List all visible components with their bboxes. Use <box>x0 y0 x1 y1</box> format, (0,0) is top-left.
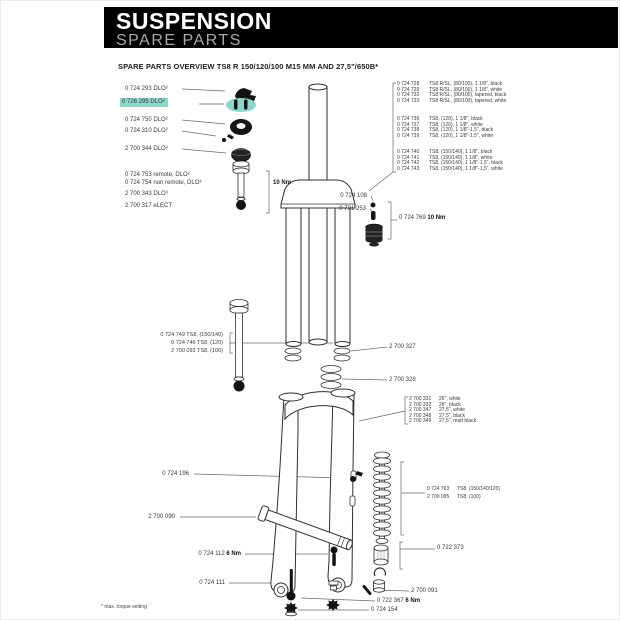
part-row <box>427 487 500 492</box>
small-screws <box>222 134 234 142</box>
part-label-0724112 <box>198 551 241 558</box>
part-number: 0 724 112 <box>198 551 225 557</box>
part-label-0722373: 0 722 373 <box>437 545 464 551</box>
part-row <box>397 167 503 172</box>
part-label-0724196: 0 724 196 <box>162 471 189 477</box>
part-number: 0 724 740 <box>397 149 420 155</box>
part-number: 2 700 347 <box>409 407 432 413</box>
page-title: SPARE PARTS OVERVIEW TS8 R 150/120/100 M15 MM AND 27,5"/650B* <box>118 62 379 71</box>
part-desc: TS8, (100) <box>457 494 481 500</box>
part-desc: TS8, (120), 1 1/8", white <box>429 121 483 128</box>
torque-label-10nm: 10 Nm <box>273 180 292 186</box>
part-desc: TS8 R/SL, (80/100), 1 1/8", black <box>429 81 503 87</box>
part-desc: 26", black <box>439 401 461 408</box>
part-desc: 26", white <box>439 396 461 402</box>
left-stanchion <box>285 208 301 361</box>
torque-label-6nm: 6 Nm <box>226 551 241 557</box>
part-number: 0 724 742 <box>397 160 420 166</box>
part-label-0726295-highlighted[interactable]: 0 726 295 DLO² <box>120 98 168 107</box>
part-label-2700091: 2 700 091 <box>411 588 438 594</box>
part-number: 0 724 737 <box>397 121 420 128</box>
part-desc: TS8 R/SL, (80/100), tapered, black <box>429 92 507 98</box>
preload-adjuster <box>374 545 389 592</box>
part-number: 2 700 349 <box>409 418 432 424</box>
part-number: 0 724 739 <box>397 132 420 139</box>
part-desc: TS8 R/SL, (80/100), tapered, white <box>429 97 507 104</box>
part-number: 0 724 763 <box>427 486 450 492</box>
part-label-0724111: 0 724 111 <box>199 580 225 586</box>
part-number: 2 700 332 <box>409 401 432 408</box>
part-label-0724108: 0 724 108 <box>340 193 367 199</box>
part-number: 0 724 728 <box>397 81 420 87</box>
torque-label-6nm: 6 Nm <box>405 598 421 604</box>
part-label-2700090: 2 700 090 <box>148 514 175 520</box>
part-number: 0 722 367 <box>377 598 404 604</box>
part-label-0722367 <box>377 598 420 605</box>
fork-exploded-diagram <box>1 1 620 620</box>
part-desc: TS8, (150/140), 1 1/8", black <box>429 149 493 155</box>
part-row <box>397 134 493 139</box>
part-desc: TS8 R/SL, (80/100), 1 1/8", white <box>429 86 503 93</box>
part-label-0724310: 0 724 310 DLO² <box>125 128 168 134</box>
brand-title: SUSPENSION <box>116 8 272 34</box>
part-label-2700344: 2 700 344 DLO³ <box>125 146 168 152</box>
part-number: 0 724 738 <box>397 127 420 133</box>
air-shaft <box>230 300 248 392</box>
part-row <box>427 495 481 500</box>
damper-rod <box>233 161 249 210</box>
steerer-small-parts <box>366 203 383 247</box>
part-number: 0 724 736 <box>397 116 420 122</box>
part-label-2700093: 2 700 093 TS8, (100) <box>171 348 223 354</box>
part-label-0724753: 0 724 753 remote, DLO² <box>125 172 190 178</box>
steerer-tube <box>309 84 327 345</box>
part-row <box>409 419 476 424</box>
part-desc: 27,5", black <box>439 412 465 419</box>
part-number: 2 700 095 <box>427 494 450 500</box>
circlip <box>374 568 385 576</box>
part-desc: TS8, (120), 1 1/8", black <box>429 116 483 122</box>
part-label-2700327: 2 700 327 <box>389 344 416 350</box>
part-label-0724746: 0 724 746 TS8, (120) <box>171 340 223 346</box>
part-label-2700328: 2 700 328 <box>389 377 416 383</box>
part-number: 0 724 743 <box>397 165 420 172</box>
part-label-0724750: 0 724 750 DLO² <box>125 117 168 123</box>
coil-spring <box>374 452 391 544</box>
part-desc: TS8, (150/140), 1 1/8"-1,5", white <box>429 165 503 172</box>
footnote: * max. torque setting <box>101 604 147 610</box>
part-number: 2 700 331 <box>409 396 432 402</box>
part-number: 0 724 741 <box>397 154 420 161</box>
part-label-0724749: 0 724 749 TS8, (150/140) <box>160 332 223 338</box>
part-row <box>397 99 506 104</box>
part-desc: 27,5", matt black <box>439 418 477 424</box>
lowers-casting <box>271 389 356 597</box>
part-desc: TS8, (120), 1 1/8"-1,5", white <box>429 132 494 139</box>
part-label-0724293: 0 724 293 DLO² <box>125 86 168 92</box>
brand-subtitle: SPARE PARTS <box>116 32 242 50</box>
part-label-0724769 <box>399 215 445 222</box>
right-stanchion <box>334 208 350 361</box>
top-cap-dial <box>232 149 251 162</box>
highlighted-part-pins <box>226 98 256 112</box>
torque-label-10nm: 10 Nm <box>427 215 446 221</box>
part-number: 2 700 348 <box>409 412 432 419</box>
adjuster-dial <box>230 119 252 135</box>
part-label-2700343: 2 700 343 DLO³ <box>125 191 168 197</box>
part-desc: TS8, (150/140), 1 1/8"-1,5", black <box>429 160 503 166</box>
part-number: 0 724 769 <box>399 215 426 221</box>
part-desc: TS8, (120), 1 1/8"-1,5", black <box>429 127 494 133</box>
part-desc: 27,5", white <box>439 407 465 413</box>
part-number: 0 724 732 <box>397 92 420 98</box>
part-number: 0 724 733 <box>397 97 420 104</box>
star-nut <box>326 599 340 611</box>
part-number: 0 724 729 <box>397 86 420 93</box>
part-label-0724154: 0 724 154 <box>371 607 398 613</box>
part-label-0724754: 0 724 754 non remote, DLO³ <box>125 180 202 186</box>
part-desc: TS8, (150/140), 1 1/8", white <box>429 154 493 161</box>
part-desc: TS8, (150/140/120) <box>457 486 501 492</box>
part-label-2700317: 2 700 317 eLECT <box>125 203 173 209</box>
part-label-0731253: 0 731 253 <box>339 206 366 212</box>
seal-ring-stack <box>321 366 341 389</box>
